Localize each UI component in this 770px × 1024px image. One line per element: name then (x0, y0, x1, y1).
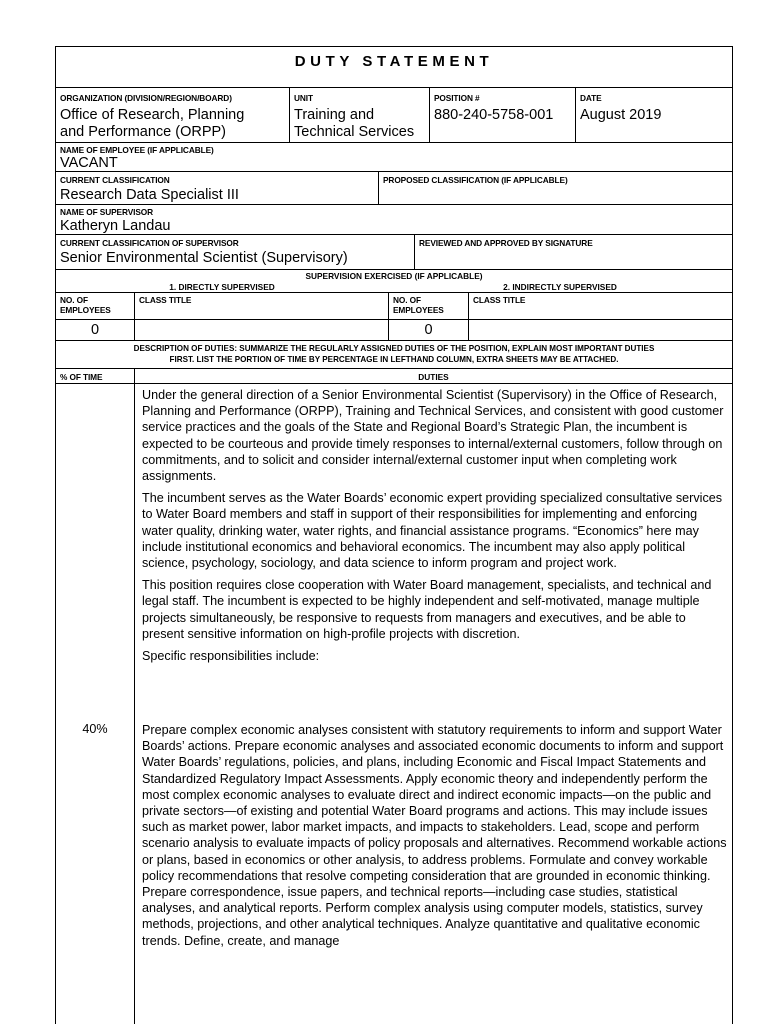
direct-class-title-header (134, 293, 388, 319)
duty1-pct: 40% (82, 722, 108, 736)
intro-paragraph: Under the general direction of a Senior Environmental Scientist (Supervisory) in the Office of Research, Planning and Performance (ORPP), Training and Technical Services, and consistent with good customer service practices and the goals of the State and Regional Board’s Strategic Plan, the incumbent is expected to be courteous and provide timely responses to internal/external customers, follow through on commitments, and to solicit and consider internal/external customer input when completing work assignments. (142, 388, 724, 484)
position-value: 880-240-5758-001 (434, 107, 554, 123)
duty-statement-form (55, 46, 733, 1024)
direct-class-title-cell (134, 320, 388, 340)
current-class-cell (56, 172, 378, 204)
indirect-no-of-line1: NO. OF (393, 295, 421, 305)
intro-paragraph: Specific responsibilities include: (142, 649, 320, 664)
page-title: DUTY STATEMENT (294, 53, 494, 70)
current-class-value: Research Data Specialist III (60, 187, 239, 203)
supervision-heading-row (56, 270, 732, 293)
duties-header-row (56, 369, 732, 384)
directly-supervised-heading: 1. DIRECTLY SUPERVISED (169, 282, 275, 292)
duties-header: DUTIES (418, 372, 449, 382)
direct-class-title-label: CLASS TITLE (139, 295, 192, 305)
duties-divider (134, 384, 135, 1024)
pct-header: % OF TIME (60, 372, 103, 382)
org-value-line2: and Performance (ORPP) (60, 124, 227, 140)
supervision-values-row (56, 320, 732, 341)
position-label: POSITION # (434, 93, 480, 103)
proposed-class-label: PROPOSED CLASSIFICATION (IF APPLICABLE) (383, 175, 568, 185)
duties-header-cell (134, 369, 732, 383)
direct-no-of-header (56, 293, 134, 319)
supervisor-class-row (56, 235, 732, 270)
classification-row (56, 172, 732, 205)
intro-paragraph: This position requires close cooperation with Water Board management, specialists, and technical and legal staff. The incumbent is expected to be highly independent and self-motivated, manage multiple projects simultaneously, be responsive to requests from managers and executives, and be able to present sensitive information on high-profile projects with discretion. (142, 578, 712, 641)
reviewed-label: REVIEWED AND APPROVED BY SIGNATURE (419, 238, 593, 248)
indirect-class-title-label: CLASS TITLE (473, 295, 526, 305)
employee-label: NAME OF EMPLOYEE (IF APPLICABLE) (60, 145, 214, 155)
indirect-class-title-header (468, 293, 732, 319)
direct-count-cell (56, 320, 134, 340)
unit-value-line1: Training and (294, 107, 375, 123)
supervisor-value: Katheryn Landau (60, 218, 171, 234)
direct-count: 0 (90, 322, 100, 338)
supervision-columns-row (56, 293, 732, 320)
employee-value: VACANT (60, 155, 118, 171)
indirect-count: 0 (424, 322, 433, 338)
employee-row (56, 143, 732, 172)
indirect-count-cell (388, 320, 468, 340)
duty1-text (142, 722, 730, 955)
unit-cell (289, 88, 429, 142)
direct-no-of-line2: EMPLOYEES (60, 305, 111, 315)
org-row (56, 88, 732, 143)
supervisor-row (56, 205, 732, 235)
title-row (56, 47, 732, 88)
date-value: August 2019 (580, 107, 662, 123)
indirectly-supervised-heading: 2. INDIRECTLY SUPERVISED (503, 282, 617, 292)
date-cell (575, 88, 732, 142)
reviewed-cell (414, 235, 732, 269)
org-label: ORGANIZATION (DIVISION/REGION/BOARD) (60, 93, 232, 103)
unit-value-line2: Technical Services (294, 124, 415, 140)
date-label: DATE (580, 93, 602, 103)
duty1-paragraph: Prepare complex economic analyses consistent with statutory requirements to inform and support Water Boards’ actions. Prepare economic analyses and associated economic documents to inform and support Water Boards’ regulations, policies, and plans, including Economic and Fiscal Impact Statements and Standardized Regulatory Impact Assessments. Apply economic theory and independently perform the most complex economic analyses to evaluate direct and indirect economic impacts—on the public and private sectors—of existing and potential Water Board programs and actions. This may include issues such as market power, labor market impacts, and impacts to stakeholders. Lead, scope and perform scenario analysis to evaluate impacts of policy proposals and alternatives. Recommend workable actions or plans, based in economics or other analysis, to address problems. Formulate and convey workable policy recommendations that resolve competing consideration that are grounded in economic thinking. Prepare correspondence, issue papers, and technical reports—including case studies, statistical analyses, and analytical reports. Perform complex analysis using computer models, statistics, survey methods, projections, and other analytical techniques. Analyze quantitative and qualitative economic trends. Define, create, and manage (142, 723, 727, 948)
direct-no-of-line1: NO. OF (60, 295, 88, 305)
indirect-no-of-line2: EMPLOYEES (393, 305, 444, 315)
supervisor-class-label: CURRENT CLASSIFICATION OF SUPERVISOR (60, 238, 239, 248)
intro-paragraph: The incumbent serves as the Water Boards’ economic expert providing specialized consultative services to Water Board members and staff in support of their responsibilities for implementing and enforcing water quality, drinking water, water rights, and financial assistance programs. “Economics” here may include institutional economics and behavioral economics. The incumbent may also apply political science, psychology, sociology, and data science to inform program and project work. (142, 491, 723, 571)
indirect-no-of-header (388, 293, 468, 319)
supervisor-class-value: Senior Environmental Scientist (Supervisory) (60, 250, 348, 266)
position-cell (429, 88, 575, 142)
description-line2: FIRST. LIST THE PORTION OF TIME BY PERCENTAGE IN LEFTHAND COLUMN, EXTRA SHEETS MAY BE ATTACHED. (169, 355, 619, 364)
supervisor-class-cell (56, 235, 414, 269)
unit-label: UNIT (294, 93, 313, 103)
org-cell (56, 88, 289, 142)
proposed-class-cell (378, 172, 732, 204)
supervisor-label: NAME OF SUPERVISOR (60, 207, 154, 217)
duties-intro (142, 387, 730, 670)
supervision-heading: SUPERVISION EXERCISED (IF APPLICABLE) (305, 271, 483, 281)
org-value-line1: Office of Research, Planning (60, 107, 245, 123)
indirect-class-title-cell (468, 320, 732, 340)
current-class-label: CURRENT CLASSIFICATION (60, 175, 170, 185)
description-row (56, 341, 732, 369)
pct-header-cell (56, 369, 134, 383)
description-line1: DESCRIPTION OF DUTIES: SUMMARIZE THE REGULARLY ASSIGNED DUTIES OF THE POSITION, EXPLAIN MOST IMPORTANT DUTIES (133, 344, 655, 353)
